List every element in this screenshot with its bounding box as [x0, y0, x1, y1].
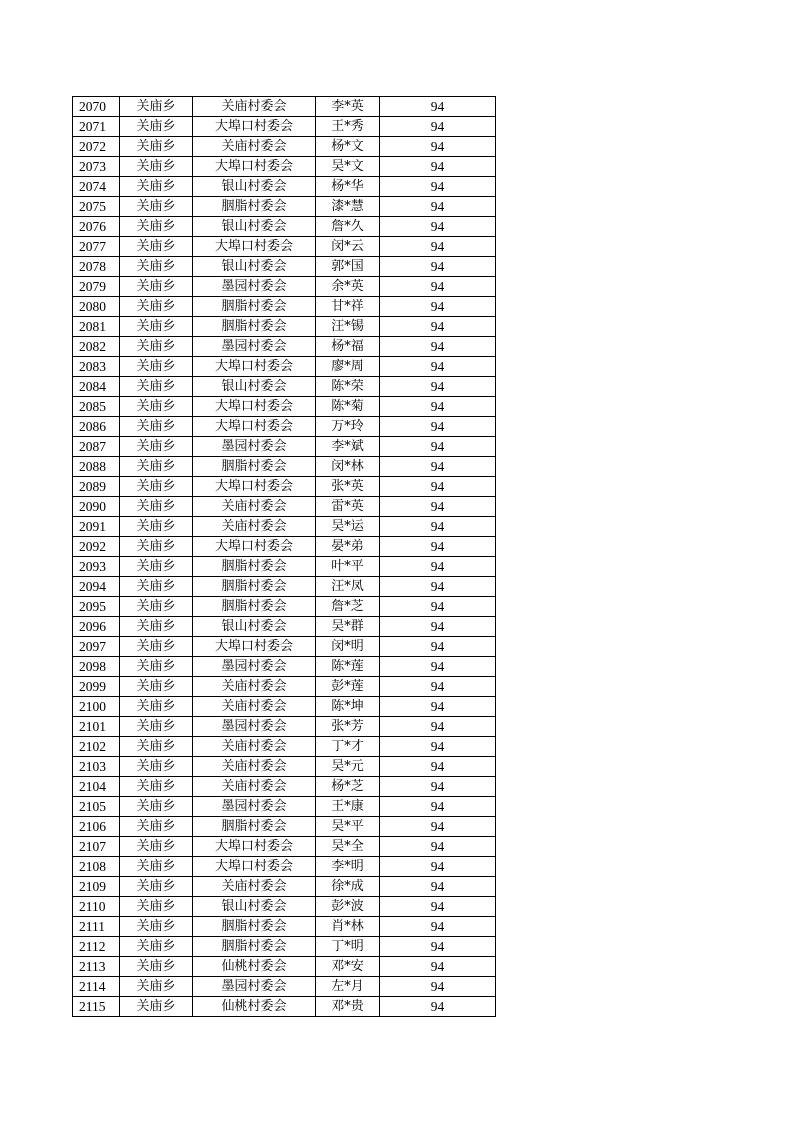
row-number-cell: 2074 — [73, 177, 120, 197]
township-cell: 关庙乡 — [120, 457, 193, 477]
score-cell: 94 — [380, 97, 496, 117]
village-committee-cell: 胭脂村委会 — [193, 557, 316, 577]
row-number-cell: 2085 — [73, 397, 120, 417]
table-row — [73, 537, 496, 557]
village-committee-cell: 墨园村委会 — [193, 277, 316, 297]
row-number-cell: 2093 — [73, 557, 120, 577]
score-cell: 94 — [380, 197, 496, 217]
table-row — [73, 857, 496, 877]
roster-body — [73, 97, 496, 1017]
name-cell: 彭*波 — [316, 897, 380, 917]
row-number-cell: 2112 — [73, 937, 120, 957]
row-number-cell: 2071 — [73, 117, 120, 137]
township-cell: 关庙乡 — [120, 197, 193, 217]
table-row — [73, 397, 496, 417]
township-cell: 关庙乡 — [120, 157, 193, 177]
township-cell: 关庙乡 — [120, 837, 193, 857]
township-cell: 关庙乡 — [120, 737, 193, 757]
township-cell: 关庙乡 — [120, 697, 193, 717]
table-row — [73, 917, 496, 937]
village-committee-cell: 胭脂村委会 — [193, 297, 316, 317]
township-cell: 关庙乡 — [120, 677, 193, 697]
village-committee-cell: 大埠口村委会 — [193, 117, 316, 137]
township-cell: 关庙乡 — [120, 417, 193, 437]
row-number-cell: 2079 — [73, 277, 120, 297]
table-row — [73, 137, 496, 157]
village-committee-cell: 大埠口村委会 — [193, 157, 316, 177]
village-committee-cell: 胭脂村委会 — [193, 317, 316, 337]
score-cell: 94 — [380, 717, 496, 737]
name-cell: 晏*弟 — [316, 537, 380, 557]
name-cell: 闵*云 — [316, 237, 380, 257]
township-cell: 关庙乡 — [120, 657, 193, 677]
village-committee-cell: 大埠口村委会 — [193, 417, 316, 437]
village-committee-cell: 胭脂村委会 — [193, 917, 316, 937]
table-row — [73, 377, 496, 397]
village-committee-cell: 关庙村委会 — [193, 97, 316, 117]
village-committee-cell: 墨园村委会 — [193, 437, 316, 457]
row-number-cell: 2113 — [73, 957, 120, 977]
table-row — [73, 577, 496, 597]
name-cell: 陈*菊 — [316, 397, 380, 417]
table-row — [73, 417, 496, 437]
name-cell: 漆*慧 — [316, 197, 380, 217]
name-cell: 甘*祥 — [316, 297, 380, 317]
village-committee-cell: 墨园村委会 — [193, 717, 316, 737]
township-cell: 关庙乡 — [120, 257, 193, 277]
township-cell: 关庙乡 — [120, 717, 193, 737]
village-committee-cell: 大埠口村委会 — [193, 837, 316, 857]
table-row — [73, 877, 496, 897]
name-cell: 丁*明 — [316, 937, 380, 957]
score-cell: 94 — [380, 897, 496, 917]
township-cell: 关庙乡 — [120, 617, 193, 637]
name-cell: 汪*凤 — [316, 577, 380, 597]
row-number-cell: 2092 — [73, 537, 120, 557]
score-cell: 94 — [380, 677, 496, 697]
score-cell: 94 — [380, 737, 496, 757]
township-cell: 关庙乡 — [120, 297, 193, 317]
village-committee-cell: 关庙村委会 — [193, 697, 316, 717]
village-committee-cell: 关庙村委会 — [193, 777, 316, 797]
score-cell: 94 — [380, 797, 496, 817]
township-cell: 关庙乡 — [120, 797, 193, 817]
name-cell: 王*康 — [316, 797, 380, 817]
score-cell: 94 — [380, 517, 496, 537]
row-number-cell: 2086 — [73, 417, 120, 437]
row-number-cell: 2076 — [73, 217, 120, 237]
township-cell: 关庙乡 — [120, 757, 193, 777]
name-cell: 陈*荣 — [316, 377, 380, 397]
name-cell: 李*明 — [316, 857, 380, 877]
score-cell: 94 — [380, 117, 496, 137]
township-cell: 关庙乡 — [120, 97, 193, 117]
row-number-cell: 2101 — [73, 717, 120, 737]
name-cell: 郭*国 — [316, 257, 380, 277]
township-cell: 关庙乡 — [120, 177, 193, 197]
score-cell: 94 — [380, 957, 496, 977]
score-cell: 94 — [380, 337, 496, 357]
township-cell: 关庙乡 — [120, 497, 193, 517]
row-number-cell: 2110 — [73, 897, 120, 917]
table-row — [73, 617, 496, 637]
village-committee-cell: 银山村委会 — [193, 217, 316, 237]
row-number-cell: 2096 — [73, 617, 120, 637]
township-cell: 关庙乡 — [120, 477, 193, 497]
row-number-cell: 2106 — [73, 817, 120, 837]
name-cell: 吴*全 — [316, 837, 380, 857]
township-cell: 关庙乡 — [120, 117, 193, 137]
row-number-cell: 2104 — [73, 777, 120, 797]
score-cell: 94 — [380, 357, 496, 377]
table-row — [73, 157, 496, 177]
table-row — [73, 717, 496, 737]
score-cell: 94 — [380, 917, 496, 937]
table-row — [73, 117, 496, 137]
score-cell: 94 — [380, 397, 496, 417]
score-cell: 94 — [380, 637, 496, 657]
table-row — [73, 637, 496, 657]
row-number-cell: 2114 — [73, 977, 120, 997]
row-number-cell: 2084 — [73, 377, 120, 397]
row-number-cell: 2115 — [73, 997, 120, 1017]
score-cell: 94 — [380, 697, 496, 717]
township-cell: 关庙乡 — [120, 917, 193, 937]
name-cell: 张*英 — [316, 477, 380, 497]
village-committee-cell: 关庙村委会 — [193, 877, 316, 897]
row-number-cell: 2089 — [73, 477, 120, 497]
village-committee-cell: 大埠口村委会 — [193, 237, 316, 257]
score-cell: 94 — [380, 297, 496, 317]
village-committee-cell: 胭脂村委会 — [193, 937, 316, 957]
township-cell: 关庙乡 — [120, 997, 193, 1017]
row-number-cell: 2073 — [73, 157, 120, 177]
table-row — [73, 97, 496, 117]
village-committee-cell: 大埠口村委会 — [193, 537, 316, 557]
row-number-cell: 2094 — [73, 577, 120, 597]
table-row — [73, 817, 496, 837]
name-cell: 余*英 — [316, 277, 380, 297]
table-row — [73, 337, 496, 357]
village-committee-cell: 胭脂村委会 — [193, 577, 316, 597]
village-committee-cell: 仙桃村委会 — [193, 957, 316, 977]
name-cell: 李*斌 — [316, 437, 380, 457]
village-committee-cell: 大埠口村委会 — [193, 397, 316, 417]
name-cell: 吴*群 — [316, 617, 380, 637]
township-cell: 关庙乡 — [120, 637, 193, 657]
row-number-cell: 2100 — [73, 697, 120, 717]
name-cell: 彭*莲 — [316, 677, 380, 697]
score-cell: 94 — [380, 377, 496, 397]
table-row — [73, 677, 496, 697]
score-cell: 94 — [380, 477, 496, 497]
score-cell: 94 — [380, 837, 496, 857]
name-cell: 吴*元 — [316, 757, 380, 777]
name-cell: 丁*才 — [316, 737, 380, 757]
name-cell: 闵*明 — [316, 637, 380, 657]
village-committee-cell: 墨园村委会 — [193, 977, 316, 997]
table-row — [73, 257, 496, 277]
table-row — [73, 597, 496, 617]
village-committee-cell: 大埠口村委会 — [193, 637, 316, 657]
row-number-cell: 2107 — [73, 837, 120, 857]
township-cell: 关庙乡 — [120, 217, 193, 237]
name-cell: 廖*周 — [316, 357, 380, 377]
row-number-cell: 2109 — [73, 877, 120, 897]
village-committee-cell: 银山村委会 — [193, 257, 316, 277]
row-number-cell: 2105 — [73, 797, 120, 817]
table-row — [73, 177, 496, 197]
score-cell: 94 — [380, 137, 496, 157]
table-row — [73, 317, 496, 337]
village-committee-cell: 关庙村委会 — [193, 137, 316, 157]
row-number-cell: 2095 — [73, 597, 120, 617]
township-cell: 关庙乡 — [120, 977, 193, 997]
township-cell: 关庙乡 — [120, 537, 193, 557]
village-committee-cell: 胭脂村委会 — [193, 817, 316, 837]
row-number-cell: 2077 — [73, 237, 120, 257]
row-number-cell: 2103 — [73, 757, 120, 777]
village-committee-cell: 胭脂村委会 — [193, 457, 316, 477]
township-cell: 关庙乡 — [120, 317, 193, 337]
score-cell: 94 — [380, 877, 496, 897]
score-cell: 94 — [380, 537, 496, 557]
name-cell: 杨*文 — [316, 137, 380, 157]
table-row — [73, 977, 496, 997]
score-cell: 94 — [380, 217, 496, 237]
name-cell: 肖*林 — [316, 917, 380, 937]
village-committee-cell: 银山村委会 — [193, 617, 316, 637]
name-cell: 左*月 — [316, 977, 380, 997]
table-row — [73, 957, 496, 977]
village-committee-cell: 墨园村委会 — [193, 657, 316, 677]
score-cell: 94 — [380, 617, 496, 637]
score-cell: 94 — [380, 317, 496, 337]
score-cell: 94 — [380, 817, 496, 837]
score-cell: 94 — [380, 237, 496, 257]
village-committee-cell: 关庙村委会 — [193, 517, 316, 537]
name-cell: 雷*英 — [316, 497, 380, 517]
table-row — [73, 897, 496, 917]
score-cell: 94 — [380, 757, 496, 777]
village-committee-cell: 银山村委会 — [193, 177, 316, 197]
name-cell: 杨*福 — [316, 337, 380, 357]
row-number-cell: 2099 — [73, 677, 120, 697]
township-cell: 关庙乡 — [120, 137, 193, 157]
village-committee-cell: 大埠口村委会 — [193, 477, 316, 497]
village-committee-cell: 仙桃村委会 — [193, 997, 316, 1017]
score-cell: 94 — [380, 557, 496, 577]
name-cell: 吴*平 — [316, 817, 380, 837]
score-cell: 94 — [380, 157, 496, 177]
table-row — [73, 777, 496, 797]
table-row — [73, 517, 496, 537]
score-cell: 94 — [380, 777, 496, 797]
row-number-cell: 2088 — [73, 457, 120, 477]
table-row — [73, 937, 496, 957]
row-number-cell: 2070 — [73, 97, 120, 117]
row-number-cell: 2081 — [73, 317, 120, 337]
row-number-cell: 2080 — [73, 297, 120, 317]
row-number-cell: 2102 — [73, 737, 120, 757]
village-committee-cell: 大埠口村委会 — [193, 857, 316, 877]
village-committee-cell: 大埠口村委会 — [193, 357, 316, 377]
name-cell: 邓*安 — [316, 957, 380, 977]
township-cell: 关庙乡 — [120, 957, 193, 977]
village-committee-cell: 墨园村委会 — [193, 797, 316, 817]
roster-table — [72, 96, 496, 1017]
village-committee-cell: 胭脂村委会 — [193, 597, 316, 617]
score-cell: 94 — [380, 257, 496, 277]
score-cell: 94 — [380, 497, 496, 517]
township-cell: 关庙乡 — [120, 517, 193, 537]
table-row — [73, 217, 496, 237]
name-cell: 吴*运 — [316, 517, 380, 537]
table-row — [73, 477, 496, 497]
table-row — [73, 457, 496, 477]
township-cell: 关庙乡 — [120, 877, 193, 897]
row-number-cell: 2097 — [73, 637, 120, 657]
score-cell: 94 — [380, 277, 496, 297]
row-number-cell: 2098 — [73, 657, 120, 677]
table-row — [73, 197, 496, 217]
township-cell: 关庙乡 — [120, 597, 193, 617]
township-cell: 关庙乡 — [120, 557, 193, 577]
score-cell: 94 — [380, 657, 496, 677]
township-cell: 关庙乡 — [120, 577, 193, 597]
village-committee-cell: 关庙村委会 — [193, 737, 316, 757]
name-cell: 徐*成 — [316, 877, 380, 897]
table-row — [73, 657, 496, 677]
row-number-cell: 2075 — [73, 197, 120, 217]
row-number-cell: 2091 — [73, 517, 120, 537]
township-cell: 关庙乡 — [120, 897, 193, 917]
village-committee-cell: 关庙村委会 — [193, 677, 316, 697]
row-number-cell: 2083 — [73, 357, 120, 377]
township-cell: 关庙乡 — [120, 857, 193, 877]
name-cell: 张*芳 — [316, 717, 380, 737]
name-cell: 陈*莲 — [316, 657, 380, 677]
township-cell: 关庙乡 — [120, 937, 193, 957]
table-row — [73, 297, 496, 317]
row-number-cell: 2078 — [73, 257, 120, 277]
score-cell: 94 — [380, 437, 496, 457]
table-row — [73, 237, 496, 257]
row-number-cell: 2087 — [73, 437, 120, 457]
township-cell: 关庙乡 — [120, 377, 193, 397]
table-row — [73, 837, 496, 857]
row-number-cell: 2082 — [73, 337, 120, 357]
score-cell: 94 — [380, 937, 496, 957]
score-cell: 94 — [380, 997, 496, 1017]
township-cell: 关庙乡 — [120, 397, 193, 417]
name-cell: 詹*久 — [316, 217, 380, 237]
village-committee-cell: 关庙村委会 — [193, 497, 316, 517]
score-cell: 94 — [380, 977, 496, 997]
township-cell: 关庙乡 — [120, 777, 193, 797]
village-committee-cell: 关庙村委会 — [193, 757, 316, 777]
table-row — [73, 357, 496, 377]
table-row — [73, 557, 496, 577]
township-cell: 关庙乡 — [120, 817, 193, 837]
row-number-cell: 2090 — [73, 497, 120, 517]
table-row — [73, 997, 496, 1017]
table-row — [73, 497, 496, 517]
name-cell: 杨*芝 — [316, 777, 380, 797]
township-cell: 关庙乡 — [120, 277, 193, 297]
village-committee-cell: 银山村委会 — [193, 377, 316, 397]
name-cell: 叶*平 — [316, 557, 380, 577]
name-cell: 李*英 — [316, 97, 380, 117]
score-cell: 94 — [380, 177, 496, 197]
name-cell: 汪*锡 — [316, 317, 380, 337]
table-row — [73, 437, 496, 457]
name-cell: 闵*林 — [316, 457, 380, 477]
table-row — [73, 757, 496, 777]
row-number-cell: 2072 — [73, 137, 120, 157]
village-committee-cell: 银山村委会 — [193, 897, 316, 917]
table-row — [73, 737, 496, 757]
name-cell: 王*秀 — [316, 117, 380, 137]
township-cell: 关庙乡 — [120, 337, 193, 357]
name-cell: 詹*芝 — [316, 597, 380, 617]
township-cell: 关庙乡 — [120, 437, 193, 457]
table-row — [73, 277, 496, 297]
township-cell: 关庙乡 — [120, 357, 193, 377]
score-cell: 94 — [380, 577, 496, 597]
row-number-cell: 2111 — [73, 917, 120, 937]
name-cell: 陈*坤 — [316, 697, 380, 717]
name-cell: 邓*贵 — [316, 997, 380, 1017]
table-row — [73, 797, 496, 817]
score-cell: 94 — [380, 597, 496, 617]
name-cell: 吴*文 — [316, 157, 380, 177]
name-cell: 杨*华 — [316, 177, 380, 197]
name-cell: 万*玲 — [316, 417, 380, 437]
row-number-cell: 2108 — [73, 857, 120, 877]
score-cell: 94 — [380, 417, 496, 437]
score-cell: 94 — [380, 857, 496, 877]
village-committee-cell: 胭脂村委会 — [193, 197, 316, 217]
township-cell: 关庙乡 — [120, 237, 193, 257]
score-cell: 94 — [380, 457, 496, 477]
village-committee-cell: 墨园村委会 — [193, 337, 316, 357]
table-row — [73, 697, 496, 717]
